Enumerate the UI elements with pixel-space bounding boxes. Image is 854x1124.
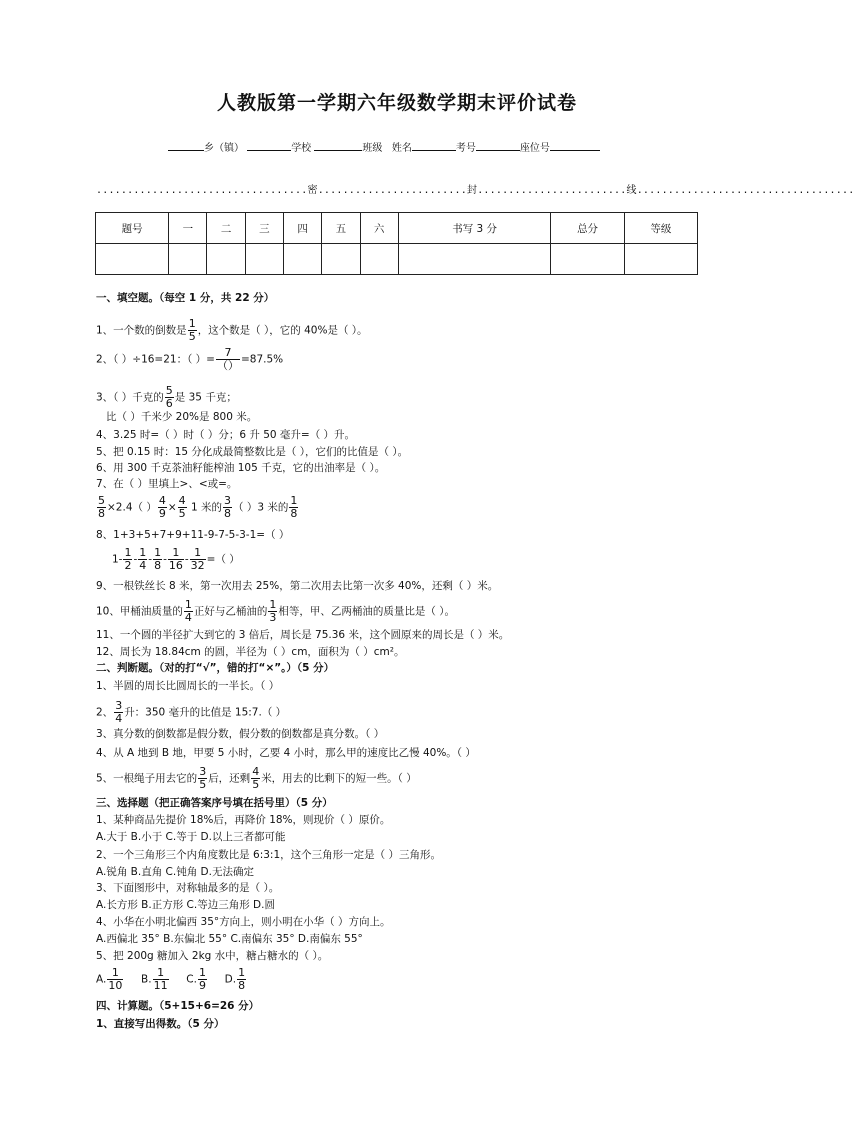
fraction: $\frac{1}{11}$ xyxy=(153,966,168,992)
score-entry-cell[interactable] xyxy=(398,244,551,275)
question-1-9: 9、一根铁丝长 8 米，第一次用去 25%，第二次用去比第一次多 40%，还剩（ ）米。 xyxy=(96,580,499,592)
score-entry-cell[interactable] xyxy=(245,244,283,275)
seal-mi: 密 xyxy=(307,185,318,196)
question-2-1: 1、半圆的周长比圆周长的一半长。（ ） xyxy=(96,680,280,692)
question-3-4: 4、小华在小明北偏西 35°方向上，则小明在小华（ ）方向上。 xyxy=(96,916,391,928)
score-header-cell: 六 xyxy=(360,213,398,244)
question-3-1-options: A.大于 B.小于 C.等于 D.以上三者都可能 xyxy=(96,831,286,843)
question-1-11: 11、一个圆的半径扩大到它的 3 倍后，周长是 75.36 米，这个圆原来的周长是（ ）米。 xyxy=(96,629,510,641)
fraction: $\frac{1}{8}$ xyxy=(238,966,246,992)
score-header-row xyxy=(96,213,698,244)
score-header-cell: 一 xyxy=(169,213,207,244)
fraction: $\frac{3}{5}$ xyxy=(199,765,207,791)
seat-blank[interactable] xyxy=(550,140,600,151)
question-1-3: 3、（ ）千克的 $\frac{5}{6}$ 是 35 千克； xyxy=(96,384,237,410)
question-3-3-options: A.长方形 B.正方形 C.等边三角形 D.圆 xyxy=(96,899,275,911)
question-3-4-options: A.西偏北 35° B.东偏北 55° C.南偏东 35° D.南偏东 55° xyxy=(96,933,363,945)
fraction: $\frac{7}{()}$ xyxy=(216,346,239,372)
name-label: 姓名 xyxy=(391,143,412,154)
question-4-1: 1、直接写出得数。（5 分） xyxy=(96,1018,225,1030)
fraction: $\frac{1}{10}$ xyxy=(108,966,123,992)
fraction: $\frac{5}{6}$ xyxy=(165,384,173,410)
school-blank[interactable] xyxy=(247,140,291,151)
township-blank[interactable] xyxy=(168,140,204,151)
score-entry-cell[interactable] xyxy=(360,244,398,275)
fraction: $\frac{1}{8}$ xyxy=(154,546,162,572)
number-blank[interactable] xyxy=(476,140,520,151)
fraction: $\frac{5}{8}$ xyxy=(98,494,105,520)
question-1-7-items: $\frac{5}{8}$ ×2.4（ ） $\frac{4}{9}$ × $\frac{4}{5}$ 1 米的 $\frac{3}{8}$ （ ）3 米的 $\frac{1}{8}$ xyxy=(98,494,298,520)
score-header-cell: 三 xyxy=(245,213,283,244)
question-1-5: 5、把 0.15 时：15 分化成最简整数比是（ ），它们的比值是（ ）。 xyxy=(96,446,409,458)
fraction: $\frac{1}{9}$ xyxy=(198,966,206,992)
question-1-8-expression: 1- $\frac{1}{2}$ - $\frac{1}{4}$ - $\frac{1}{8}$ - $\frac{1}{16}$ - $\frac{1}{32}$ =（ ） xyxy=(112,546,240,572)
fraction: $\frac{1}{4}$ xyxy=(184,598,192,624)
question-3-5: 5、把 200g 糖加入 2kg 水中，糖占糖水的（ ）。 xyxy=(96,950,329,962)
section-2-heading: 二、判断题。（对的打“√”，错的打“×”。）（5 分） xyxy=(96,662,335,674)
score-header-cell: 题号 xyxy=(96,213,169,244)
question-3-1: 1、某种商品先提价 18%后，再降价 18%，则现价（ ）原价。 xyxy=(96,814,391,826)
question-1-10: 10、甲桶油质量的 $\frac{1}{4}$ 正好与乙桶油的 $\frac{1}{3}$ 相等，甲、乙两桶油的质量比是（ ）。 xyxy=(96,598,455,624)
score-header-cell: 四 xyxy=(284,213,322,244)
fraction: $\frac{1}{16}$ xyxy=(168,546,183,572)
section-4-heading: 四、计算题。（5+15+6=26 分） xyxy=(96,1000,260,1012)
score-entry-cell[interactable] xyxy=(624,244,697,275)
question-1-3-part2: 比（ ）千米少 20%是 800 米。 xyxy=(106,411,258,423)
question-1-7: 7、在（ ）里填上>、<或=。 xyxy=(96,478,238,490)
score-entry-cell[interactable] xyxy=(284,244,322,275)
fraction: $\frac{1}{2}$ xyxy=(124,546,132,572)
fraction: $\frac{1}{4}$ xyxy=(139,546,147,572)
question-1-1: 1、一个数的倒数是 $\frac{1}{5}$ ，这个数是（ ），它的 40%是（ ）。 xyxy=(96,317,368,343)
seal-xian: 线 xyxy=(626,185,637,196)
score-entry-cell[interactable] xyxy=(551,244,624,275)
score-entry-cell[interactable] xyxy=(169,244,207,275)
question-2-2: 2、 $\frac{3}{4}$ 升：350 毫升的比值是 15:7.（ ） xyxy=(96,699,287,725)
fraction: $\frac{1}{5}$ xyxy=(188,317,196,343)
section-3-heading: 三、选择题（把正确答案序号填在括号里）（5 分） xyxy=(96,797,333,809)
question-3-2: 2、一个三角形三个内角度数比是 6:3:1，这个三角形一定是（ ）三角形。 xyxy=(96,849,441,861)
class-label: 班级 xyxy=(362,143,383,154)
score-entry-cell[interactable] xyxy=(207,244,245,275)
question-3-5-options: A. $\frac{1}{10}$ B. $\frac{1}{11}$ C. $\frac{1}{9}$ D. $\frac{1}{8}$ xyxy=(96,966,246,992)
question-1-8: 8、1+3+5+7+9+11-9-7-5-3-1=（ ） xyxy=(96,529,290,541)
score-header-cell: 二 xyxy=(207,213,245,244)
score-table xyxy=(95,212,698,275)
fraction: $\frac{1}{32}$ xyxy=(190,546,205,572)
question-3-2-options: A.锐角 B.直角 C.钝角 D.无法确定 xyxy=(96,866,254,878)
question-2-5: 5、一根绳子用去它的 $\frac{3}{5}$ 后，还剩 $\frac{4}{5}$ 米，用去的比剩下的短一些。（ ） xyxy=(96,765,417,791)
question-1-4: 4、3.25 时=（ ）时（ ）分；6 升 50 毫升=（ ）升。 xyxy=(96,429,356,441)
score-entry-cell[interactable] xyxy=(322,244,360,275)
question-2-4: 4、从 A 地到 B 地，甲要 5 小时，乙要 4 小时，那么甲的速度比乙慢 40%。（ ） xyxy=(96,747,476,759)
question-1-6: 6、用 300 千克茶油籽能榨油 105 千克，它的出油率是（ ）。 xyxy=(96,462,386,474)
school-label: 学校 xyxy=(291,143,312,154)
score-header-cell: 书写 3 分 xyxy=(398,213,551,244)
score-header-cell: 五 xyxy=(322,213,360,244)
fraction: $\frac{1}{3}$ xyxy=(269,598,277,624)
seat-label: 座位号 xyxy=(519,143,550,154)
question-1-2: 2、（ ）÷16=21：（ ）= $\frac{7}{()}$ =87.5% xyxy=(96,346,284,372)
fraction: $\frac{4}{5}$ xyxy=(252,765,260,791)
student-info-line xyxy=(168,139,600,154)
township-label: 乡（镇） xyxy=(204,143,244,154)
seal-line: ..................................密........................封........................线................................... xyxy=(96,185,854,196)
question-3-3: 3、下面图形中，对称轴最多的是（ ）。 xyxy=(96,882,280,894)
fraction: $\frac{4}{5}$ xyxy=(178,494,186,520)
score-entry-row xyxy=(96,244,698,275)
fraction: $\frac{4}{9}$ xyxy=(158,494,166,520)
question-2-3: 3、真分数的倒数都是假分数，假分数的倒数都是真分数。（ ） xyxy=(96,728,385,740)
name-blank[interactable] xyxy=(412,140,456,151)
number-label: 考号 xyxy=(455,143,476,154)
question-1-12: 12、周长为 18.84cm 的圆，半径为（ ）cm，面积为（ ）cm²。 xyxy=(96,646,405,658)
score-header-cell: 总分 xyxy=(551,213,624,244)
score-entry-cell[interactable] xyxy=(96,244,169,275)
fraction: $\frac{3}{4}$ xyxy=(115,699,123,725)
section-1-heading: 一、填空题。（每空 1 分，共 22 分） xyxy=(96,292,275,304)
fraction: $\frac{1}{8}$ xyxy=(290,494,298,520)
class-blank[interactable] xyxy=(314,140,362,151)
score-header-cell: 等级 xyxy=(624,213,697,244)
page-title: 人教版第一学期六年级数学期末评价试卷 xyxy=(216,92,577,114)
fraction: $\frac{3}{8}$ xyxy=(224,494,232,520)
seal-feng: 封 xyxy=(467,185,478,196)
